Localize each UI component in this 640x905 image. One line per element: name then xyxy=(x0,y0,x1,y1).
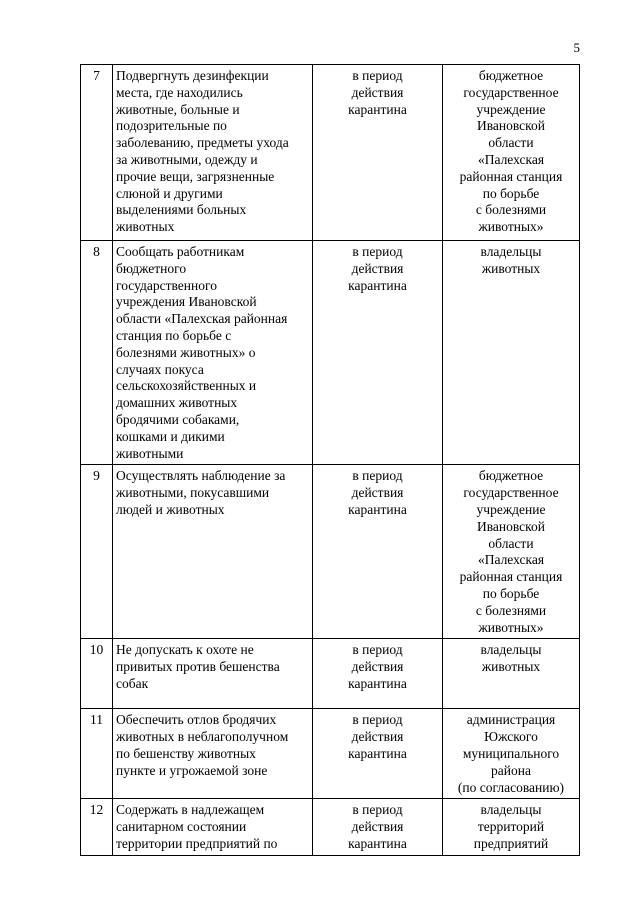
term-line: в период xyxy=(352,802,403,818)
action-line: Содержать в надлежащем xyxy=(116,802,265,818)
term-line: действия xyxy=(351,819,404,835)
term-line: в период xyxy=(352,642,403,658)
action-line: животными, покусавшими xyxy=(116,485,270,501)
action-line: Подвергнуть дезинфекции xyxy=(116,68,269,83)
responsible-line: администрация xyxy=(466,712,556,728)
action-line: заболеванию, предметы ухода xyxy=(116,135,289,151)
action-line: санитарном состоянии xyxy=(116,819,247,835)
action-line: домашних животных xyxy=(116,395,238,411)
action-line: подозрительные по xyxy=(116,118,227,134)
term-line: в период xyxy=(352,468,403,484)
action-line: Сообщать работникам xyxy=(116,244,245,259)
responsible-line: области xyxy=(488,535,534,551)
action-line: государственного xyxy=(116,277,217,293)
action-line: людей и животных xyxy=(116,501,225,517)
action-cell xyxy=(113,799,313,855)
responsible-cell xyxy=(443,65,580,241)
row-number-cell: 9 xyxy=(81,465,113,639)
measures-table-body xyxy=(81,65,580,856)
row-number-cell: 7 xyxy=(81,65,113,241)
action-cell xyxy=(113,709,313,799)
action-line: привитых против бешенства xyxy=(116,659,280,675)
responsible-line: района xyxy=(491,762,531,778)
responsible-line: Южского xyxy=(484,729,538,745)
responsible-line: районная станция xyxy=(459,168,563,184)
term-line: карантина xyxy=(348,101,407,117)
action-line: территории предприятий по xyxy=(116,835,278,851)
action-line: области «Палехская районная xyxy=(116,311,288,327)
action-line: животные, больные и xyxy=(116,101,240,117)
term-line: карантина xyxy=(348,835,407,851)
term-cell xyxy=(313,241,443,465)
action-line: станция по борьбе с xyxy=(116,327,232,343)
action-line: собак xyxy=(116,675,149,691)
term-line: действия xyxy=(351,485,404,501)
action-line: Обеспечить отлов бродячих xyxy=(116,712,277,728)
responsible-cell xyxy=(443,709,580,799)
responsible-line: владельцы xyxy=(480,642,542,658)
responsible-line: бюджетное xyxy=(478,468,544,484)
term-line: в период xyxy=(352,244,403,259)
table-row xyxy=(81,709,580,799)
term-cell xyxy=(313,639,443,709)
row-number-cell: 12 xyxy=(81,799,113,855)
responsible-line: животных xyxy=(481,659,541,675)
table-row xyxy=(81,639,580,709)
action-cell xyxy=(113,639,313,709)
responsible-line: животных xyxy=(481,260,541,276)
action-line: места, где находились xyxy=(116,84,243,100)
responsible-line: государственное xyxy=(463,84,559,100)
action-line: по бешенству животных xyxy=(116,745,256,761)
responsible-line: животных» xyxy=(478,619,544,635)
term-line: действия xyxy=(351,659,404,675)
term-line: в период xyxy=(352,712,403,728)
responsible-line: области xyxy=(488,135,534,151)
action-line: слюной и другими xyxy=(116,185,223,201)
action-line: животных в неблагополучном xyxy=(116,729,289,745)
action-line: Не допускать к охоте не xyxy=(116,642,254,658)
table-row xyxy=(81,799,580,855)
row-number-cell: 8 xyxy=(81,241,113,465)
term-line: в период xyxy=(352,68,403,83)
action-cell xyxy=(113,465,313,639)
action-cell xyxy=(113,65,313,241)
responsible-line: государственное xyxy=(463,485,559,501)
responsible-cell xyxy=(443,241,580,465)
action-line: прочие вещи, загрязненные xyxy=(116,168,275,184)
term-cell xyxy=(313,799,443,855)
responsible-line: (по согласованию) xyxy=(457,779,565,795)
responsible-cell xyxy=(443,639,580,709)
table-row xyxy=(81,465,580,639)
action-line: животными xyxy=(116,445,184,461)
responsible-line: по борьбе xyxy=(482,585,540,601)
responsible-line: по борьбе xyxy=(482,185,540,201)
term-line: действия xyxy=(351,729,404,745)
action-line: кошками и дикими xyxy=(116,428,225,444)
responsible-line: предприятий xyxy=(473,835,549,851)
action-cell xyxy=(113,241,313,465)
responsible-line: «Палехская xyxy=(477,151,545,167)
responsible-line: с болезнями xyxy=(475,202,547,218)
term-line: действия xyxy=(351,84,404,100)
action-line: Осуществлять наблюдение за xyxy=(116,468,286,484)
action-line: выделениями больных xyxy=(116,202,247,218)
responsible-line: владельцы xyxy=(480,802,542,818)
term-cell xyxy=(313,465,443,639)
responsible-line: Ивановской xyxy=(476,118,546,134)
term-line: карантина xyxy=(348,501,407,517)
responsible-line: учреждение xyxy=(476,101,546,117)
action-line: за животными, одежду и xyxy=(116,151,258,167)
action-line: пункте и угрожаемой зоне xyxy=(116,762,268,778)
responsible-line: с болезнями xyxy=(475,602,547,618)
action-line: учреждения Ивановской xyxy=(116,294,257,310)
responsible-line: владельцы xyxy=(480,244,542,259)
action-line: сельскохозяйственных и xyxy=(116,378,257,394)
responsible-line: бюджетное xyxy=(478,68,544,83)
responsible-cell xyxy=(443,799,580,855)
action-line: животных xyxy=(116,219,175,235)
table-row xyxy=(81,241,580,465)
responsible-line: районная станция xyxy=(459,569,563,585)
action-line: болезнями животных» о xyxy=(116,344,256,360)
term-cell xyxy=(313,709,443,799)
measures-table xyxy=(80,64,580,856)
responsible-line: учреждение xyxy=(476,501,546,517)
row-number-cell: 10 xyxy=(81,639,113,709)
action-line: бродячими собаками, xyxy=(116,411,240,427)
term-line: действия xyxy=(351,260,404,276)
responsible-line: муниципального xyxy=(462,745,560,761)
page-number: 5 xyxy=(573,40,580,55)
responsible-line: Ивановской xyxy=(476,518,546,534)
responsible-line: «Палехская xyxy=(477,552,545,568)
term-line: карантина xyxy=(348,277,407,293)
action-line: случаях покуса xyxy=(116,361,204,377)
responsible-cell xyxy=(443,465,580,639)
term-line: карантина xyxy=(348,675,407,691)
term-line: карантина xyxy=(348,745,407,761)
responsible-line: территорий xyxy=(477,819,545,835)
action-line: бюджетного xyxy=(116,260,187,276)
responsible-line: животных» xyxy=(478,219,544,235)
table-row xyxy=(81,65,580,241)
row-number-cell: 11 xyxy=(81,709,113,799)
term-cell xyxy=(313,65,443,241)
